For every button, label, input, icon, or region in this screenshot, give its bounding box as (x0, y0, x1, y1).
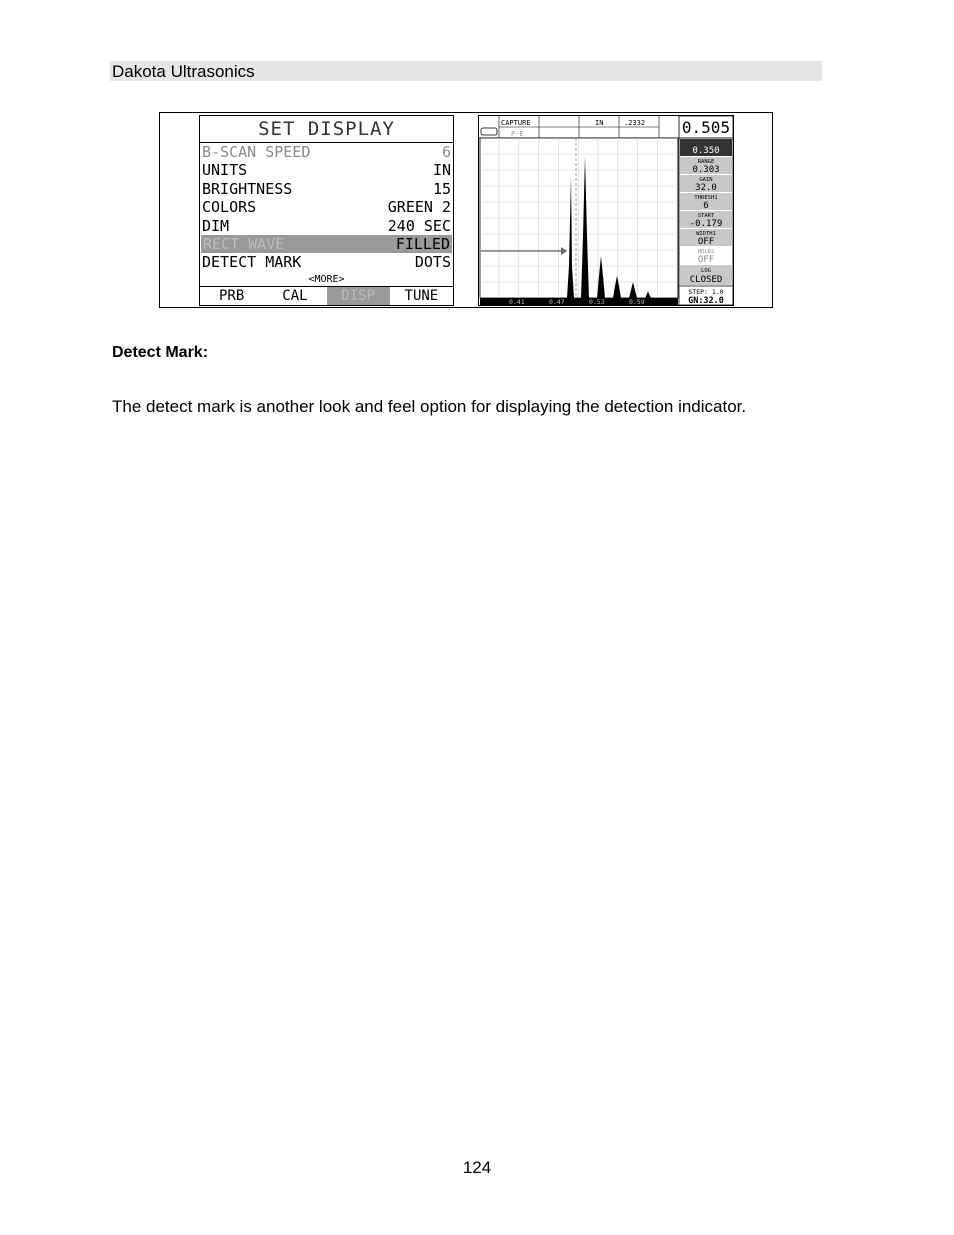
menu-row-label: COLORS (202, 198, 257, 217)
menu-row-value: 15 (432, 179, 451, 198)
set-display-menu (199, 115, 454, 306)
side-value-range[interactable]: 0.303 (692, 165, 720, 175)
menu-row-label: BRIGHTNESS (202, 179, 293, 198)
thickness-reading: 0.505 (681, 118, 731, 137)
side-value-start[interactable]: -0.179 (689, 219, 723, 229)
menu-row-label: RECT WAVE (203, 234, 285, 253)
section-paragraph: The detect mark is another look and feel option for displaying the detection indicator. (112, 397, 747, 416)
side-label-gain: GAIN (699, 177, 713, 183)
tab-prb[interactable]: PRB (218, 288, 245, 304)
menu-row-label: DETECT MARK (202, 253, 302, 272)
gain-readout: GN:32.0 (688, 296, 724, 305)
step-readout: STEP: 1.0 (688, 288, 724, 296)
menu-row-value: 240 SEC (387, 216, 451, 235)
menu-row-detect-mark[interactable] (200, 253, 453, 271)
side-value-log[interactable]: CLOSED (689, 275, 723, 285)
x-tick-label: 0.47 (549, 298, 565, 305)
side-value-hold2[interactable]: OFF (697, 255, 715, 265)
waveform-screen (478, 115, 734, 306)
tab-disp[interactable]: DISP (327, 287, 390, 305)
menu-more-indicator[interactable]: <MORE> (308, 273, 345, 285)
menu-title: SET DISPLAY (200, 116, 453, 143)
side-value-width1[interactable]: OFF (697, 237, 715, 247)
menu-row-dim[interactable] (200, 217, 453, 235)
side-label-start: START (697, 213, 715, 219)
side-label-width1: WIDTH1 (696, 231, 716, 237)
menu-row-value: IN (432, 161, 451, 180)
mode-label: P-E (511, 130, 524, 138)
tab-cal[interactable]: CAL (282, 288, 308, 304)
side-label-range: RANGE (697, 159, 715, 165)
menu-row-value: FILLED (395, 234, 450, 253)
page-number: 124 (462, 1158, 492, 1177)
side-label-thresh1: THRESH1 (694, 195, 718, 201)
gauge-screenshot-figure (159, 112, 773, 308)
side-label-hold2: HOLD2 (697, 249, 715, 255)
capture-label: CAPTURE (501, 119, 531, 127)
menu-row-value: GREEN 2 (387, 198, 451, 217)
company-name: Dakota Ultrasonics (112, 62, 255, 81)
menu-row-units[interactable] (200, 161, 453, 179)
menu-row-value: DOTS (414, 253, 451, 272)
section-heading: Detect Mark: (112, 344, 209, 361)
waveform-display (479, 116, 733, 305)
menu-row-label: DIM (202, 216, 230, 235)
x-tick-label: 0.41 (509, 298, 525, 305)
menu-row-label: B-SCAN SPEED (202, 143, 311, 161)
velocity-label: .2332 (624, 119, 646, 127)
document-header (110, 61, 822, 81)
side-value-active[interactable]: 0.350 (692, 146, 720, 156)
units-label: IN (595, 119, 604, 127)
menu-row-value: 6 (441, 143, 451, 161)
side-value-thresh1[interactable]: 6 (703, 201, 709, 211)
tab-tune[interactable]: TUNE (404, 288, 439, 304)
x-tick-label: 0.53 (589, 298, 605, 305)
menu-tab-bar (200, 286, 453, 305)
menu-row-brightness[interactable] (200, 180, 453, 198)
x-tick-label: 0.59 (629, 298, 645, 305)
side-label-log: LOG (701, 268, 711, 274)
menu-row-rect-wave[interactable] (201, 235, 452, 253)
side-value-gain[interactable]: 32.0 (695, 183, 717, 193)
menu-row-bscan-speed[interactable] (200, 143, 453, 161)
menu-row-label: UNITS (202, 161, 248, 180)
menu-row-colors[interactable] (200, 198, 453, 216)
